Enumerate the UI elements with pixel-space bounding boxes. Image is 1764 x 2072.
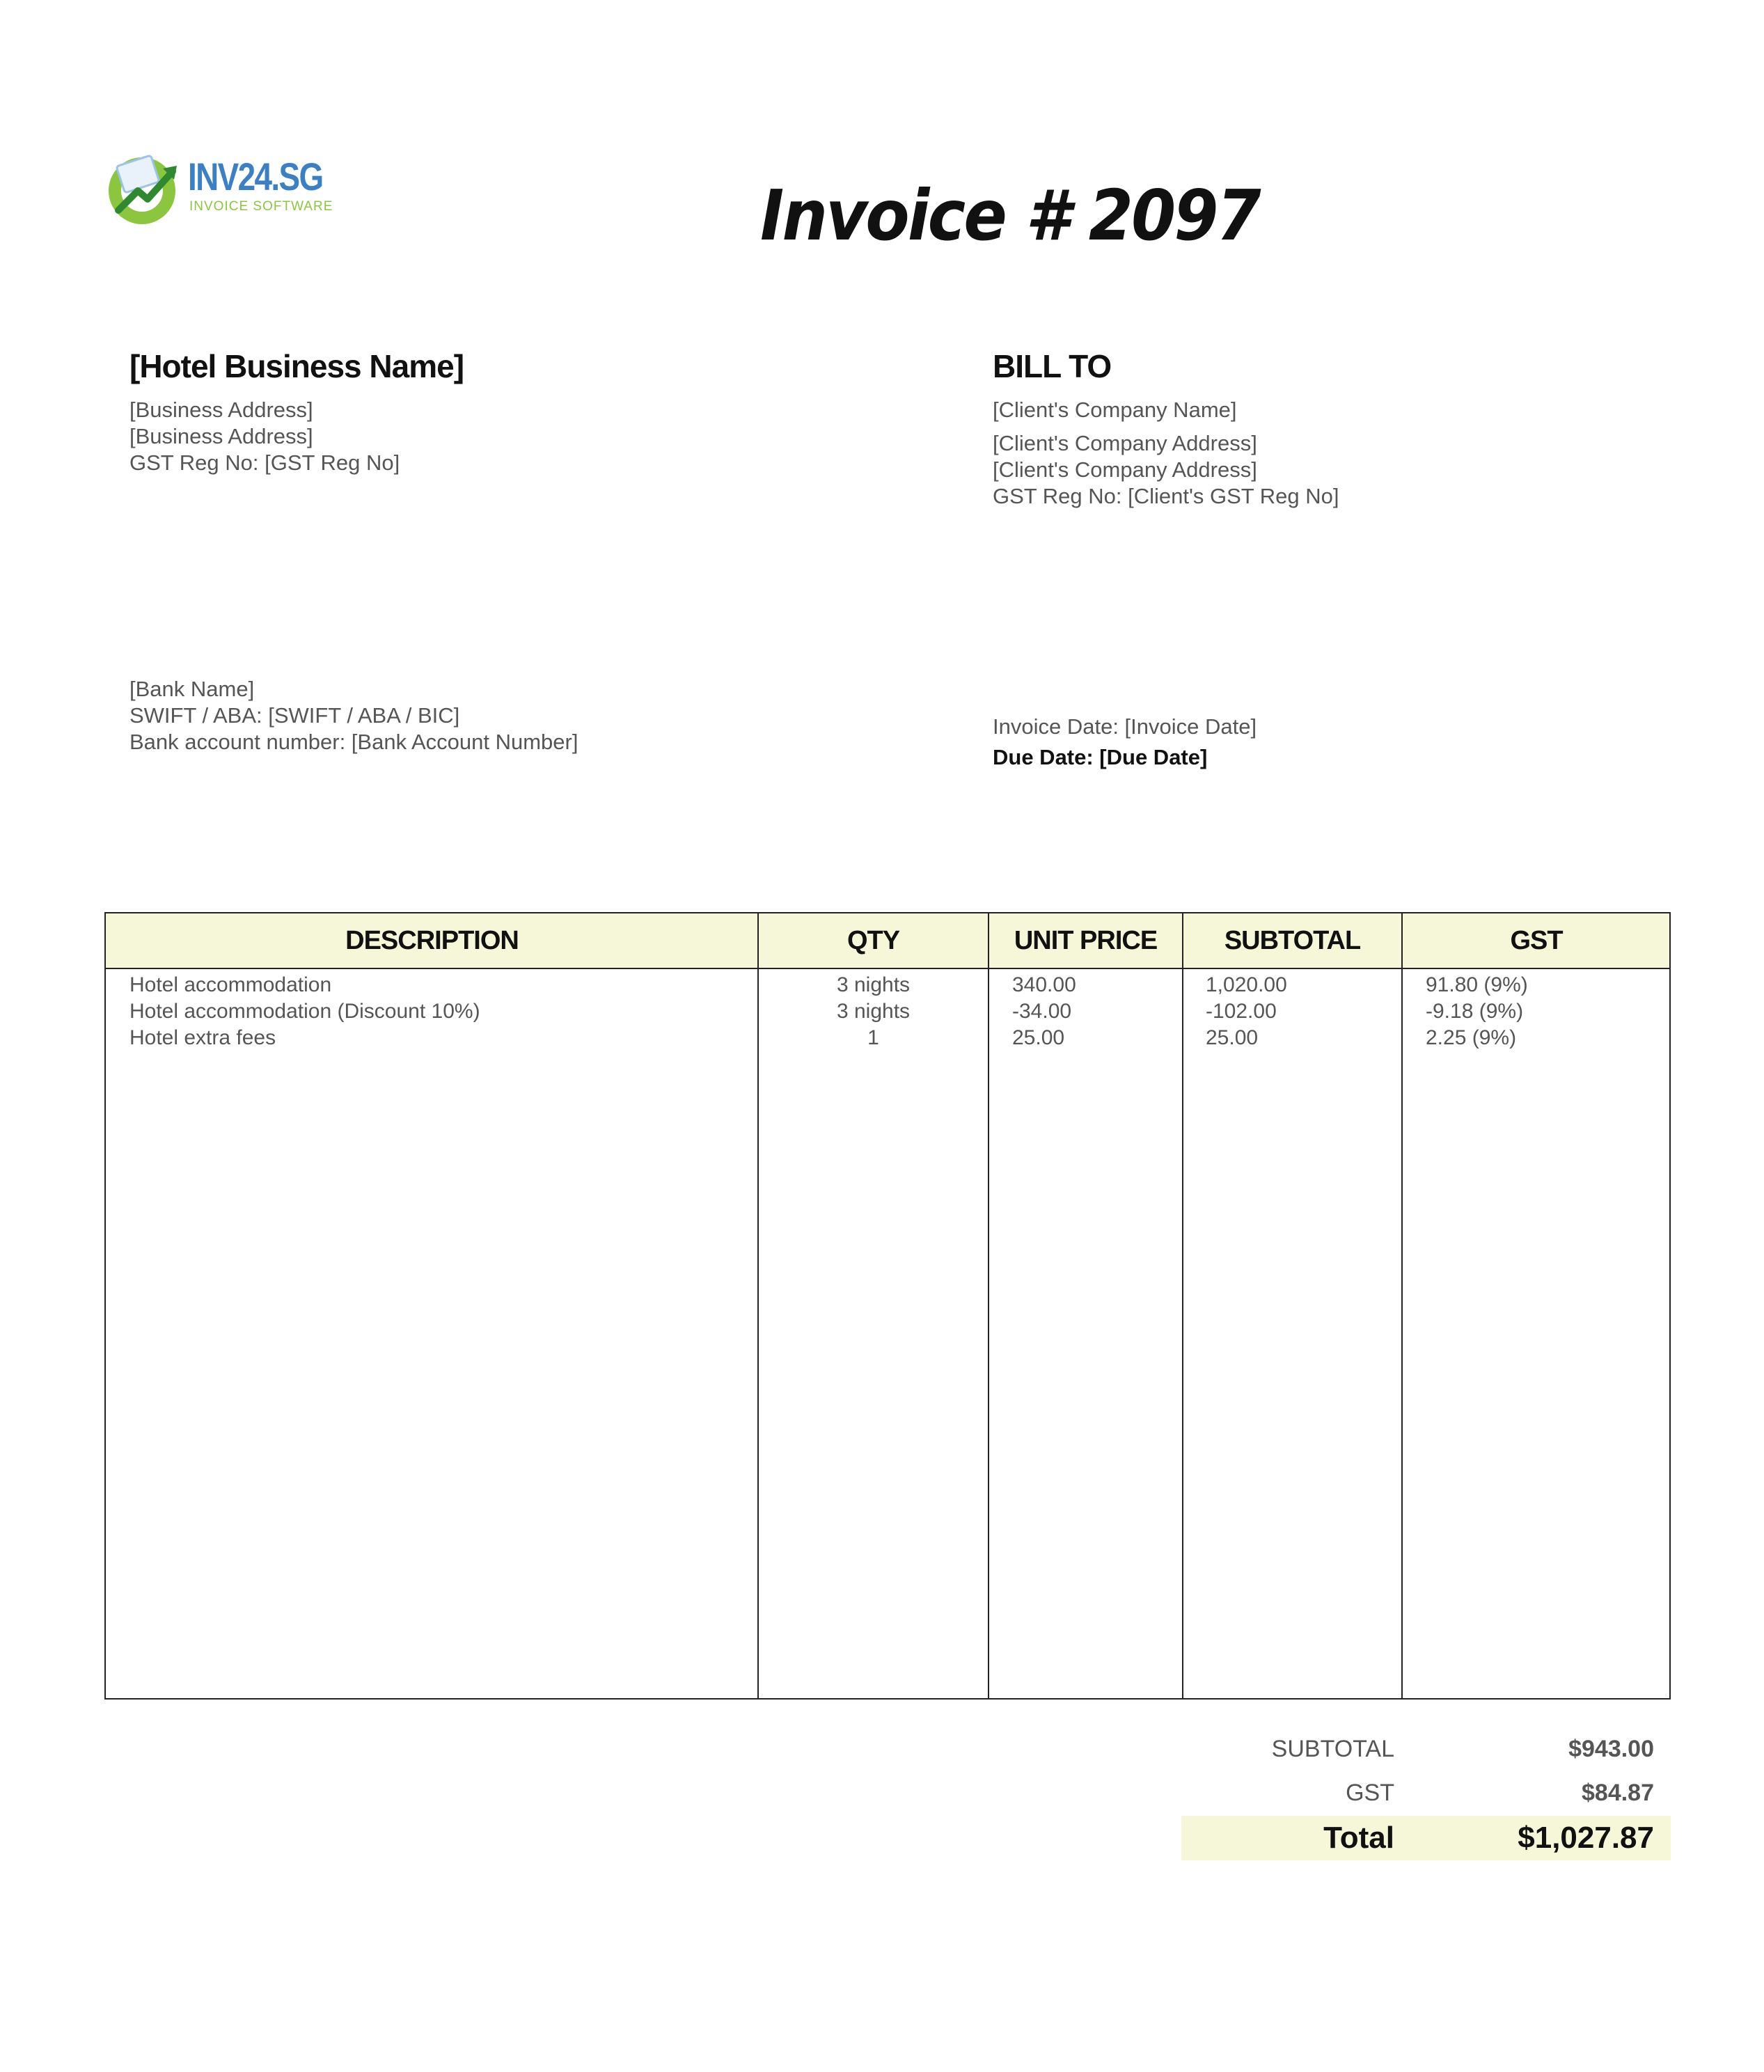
row-2-description: Hotel accommodation (Discount 10%) [129, 1000, 480, 1023]
due-date: Due Date: [Due Date] [993, 745, 1208, 769]
row-3-subtotal: 25.00 [1206, 1026, 1259, 1049]
header-unit-price: UNIT PRICE [1014, 926, 1158, 955]
seller-gst-reg: GST Reg No: [GST Reg No] [129, 450, 400, 475]
row-1-unit-price: 340.00 [1012, 973, 1076, 996]
row-3-description: Hotel extra fees [129, 1026, 276, 1049]
totals-total-label: Total [1323, 1821, 1394, 1855]
header-description: DESCRIPTION [345, 926, 519, 955]
table-header-row [106, 913, 1669, 969]
bill-to-heading: BILL TO [993, 348, 1112, 384]
bill-to-block [993, 347, 1339, 510]
seller-address-line-1: [Business Address] [129, 398, 313, 422]
row-1-gst: 91.80 (9%) [1426, 973, 1528, 996]
seller-block [129, 347, 464, 476]
totals-total-value: $1,027.87 [1518, 1821, 1654, 1855]
row-1-description: Hotel accommodation [129, 973, 332, 996]
seller-name: [Hotel Business Name] [129, 348, 464, 384]
row-2-subtotal: -102.00 [1206, 1000, 1277, 1023]
totals-gst-label: GST [1346, 1780, 1394, 1806]
column-divider [1182, 913, 1183, 1698]
row-1-qty: 3 nights [836, 973, 911, 996]
logo-wordmark: INV24.SG [188, 155, 323, 198]
row-3-unit-price: 25.00 [1012, 1026, 1065, 1049]
row-3-qty: 1 [867, 1026, 879, 1049]
totals-subtotal-label: SUBTOTAL [1271, 1736, 1394, 1762]
header-gst: GST [1510, 926, 1563, 955]
totals-subtotal-value: $943.00 [1568, 1736, 1654, 1762]
items-table [104, 912, 1671, 1700]
invoice-title: Invoice # 2097 [760, 175, 1259, 256]
invoice-date: Invoice Date: [Invoice Date] [993, 714, 1257, 739]
client-address-line-1: [Client's Company Address] [993, 431, 1257, 455]
column-divider [1401, 913, 1403, 1698]
logo-tagline: INVOICE SOFTWARE [189, 199, 333, 214]
bank-block [129, 676, 578, 755]
row-2-unit-price: -34.00 [1012, 1000, 1072, 1023]
bank-account: Bank account number: [Bank Account Number] [129, 730, 578, 754]
dates-block [993, 712, 1257, 773]
row-1-subtotal: 1,020.00 [1206, 973, 1287, 996]
row-2-gst: -9.18 (9%) [1426, 1000, 1524, 1023]
header-subtotal: SUBTOTAL [1224, 926, 1361, 955]
client-gst-reg: GST Reg No: [Client's GST Reg No] [993, 484, 1339, 508]
logo-icon [106, 150, 182, 227]
client-address-line-2: [Client's Company Address] [993, 457, 1257, 482]
bank-name: [Bank Name] [129, 677, 255, 701]
bank-swift: SWIFT / ABA: [SWIFT / ABA / BIC] [129, 703, 460, 728]
header-qty: QTY [846, 926, 900, 955]
company-logo [106, 150, 336, 227]
totals-gst-value: $84.87 [1582, 1780, 1654, 1806]
seller-address-line-2: [Business Address] [129, 424, 313, 448]
client-company-name: [Client's Company Name] [993, 398, 1237, 422]
row-2-qty: 3 nights [836, 1000, 911, 1023]
row-3-gst: 2.25 (9%) [1426, 1026, 1517, 1049]
